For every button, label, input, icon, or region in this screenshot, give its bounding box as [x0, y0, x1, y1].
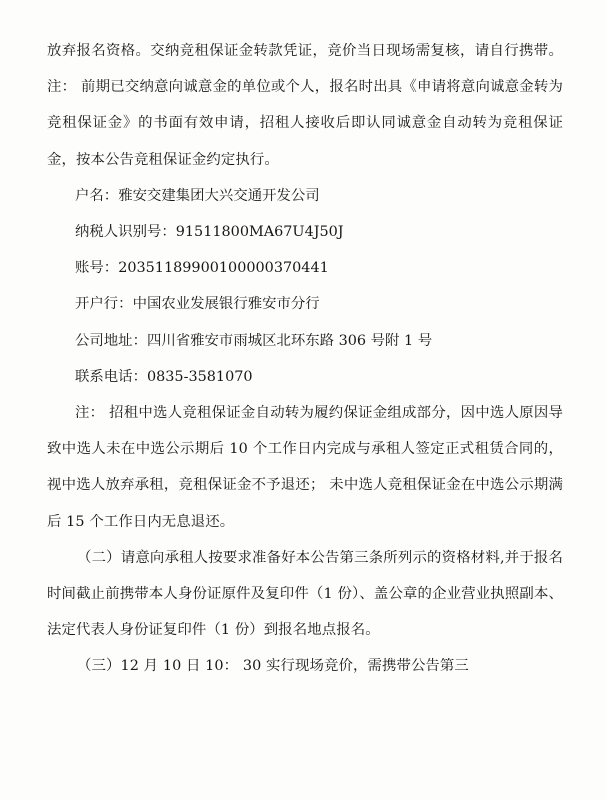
field-bank-label: 开户行：	[75, 296, 133, 313]
field-taxpayer-id-label: 纳税人识别号：	[75, 224, 176, 241]
paragraph-item-three: （三）12 月 10 日 10： 30 实行现场竞价，需携带公告第三	[77, 658, 469, 675]
field-company-address	[47, 323, 563, 359]
field-account-number-value: 20351189900100000370441	[118, 260, 329, 277]
field-account-name	[47, 178, 563, 214]
field-account-name-value: 雅安交建集团大兴交通开发公司	[118, 187, 320, 204]
field-contact-phone-value: 0835-3581070	[146, 368, 253, 385]
field-taxpayer-id-value: 91511800MA67U4J50J	[175, 224, 344, 241]
paragraph-deposit-notice: 放弃报名资格。交纳竞租保证金转款凭证，竞价当日现场需复核，请自行携带。注： 前期已交纳意向诚意金的单位或个人，报名时出具《申请将意向诚意金转为竞租保证金》的书面有效申请，招租人接收后即认同诚意金自动转为竞租保证金，按本公告竞租保证金约定执行。	[47, 43, 563, 168]
field-contact-phone	[47, 359, 563, 395]
field-taxpayer-id	[47, 214, 563, 250]
field-contact-phone-label: 联系电话：	[75, 368, 147, 385]
field-account-number	[47, 250, 563, 286]
field-account-number-label: 账号：	[75, 260, 119, 277]
paragraph-performance-deposit: 注： 招租中选人竞租保证金自动转为履约保证金组成部分，因中选人原因导致中选人未在中选公示期后 10 个工作日内完成与承租人签定正式租赁合同的，视中选人放弃承租，竞租保证金不予退还； 未中选人竞租保证金在中选公示期满后 15 个工作日内无息退还。	[47, 405, 563, 530]
field-bank-value: 中国农业发展银行雅安市分行	[132, 296, 320, 313]
field-company-address-value: 四川省雅安市雨城区北环东路 306 号附 1 号	[146, 332, 433, 349]
field-account-name-label: 户名：	[75, 187, 119, 204]
field-company-address-label: 公司地址：	[75, 332, 147, 349]
field-bank	[47, 286, 563, 322]
account-information-block	[47, 178, 563, 395]
document-body	[47, 33, 563, 685]
paragraph-item-two: （二）请意向承租人按要求准备好本公告第三条所列示的资格材料,并于报名时间截止前携带本人身份证原件及复印件（1 份）、盖公章的企业营业执照副本、法定代表人身份证复印件（1 份）到报名地点报名。	[47, 549, 563, 639]
